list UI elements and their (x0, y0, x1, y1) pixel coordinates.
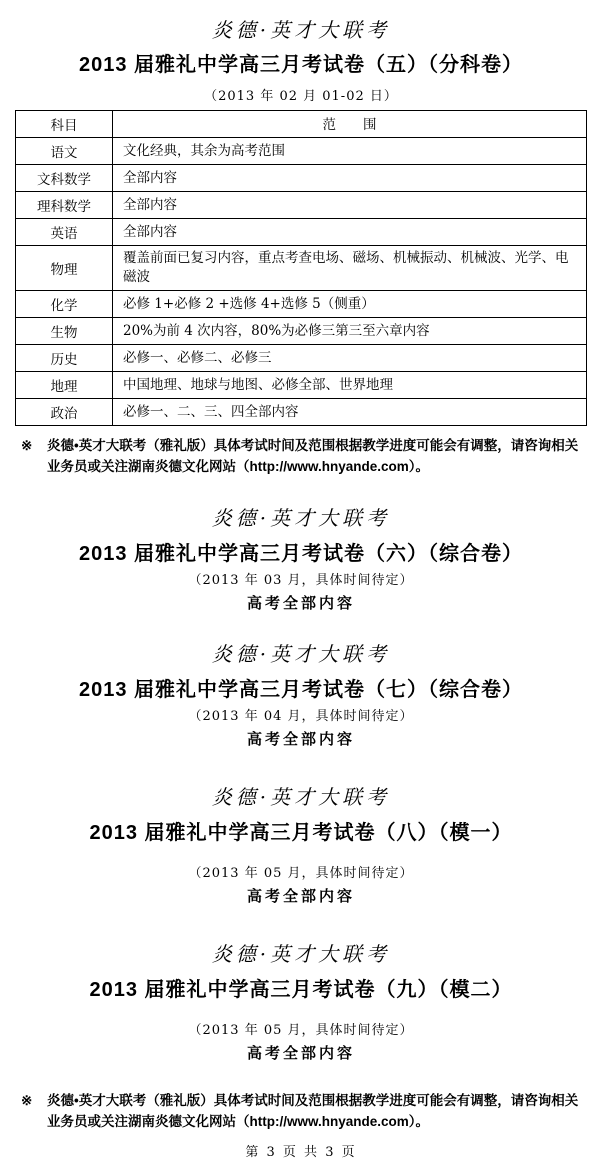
adjustment-note (21, 435, 581, 477)
scope-cell: 全部内容 (123, 196, 177, 213)
table-row (16, 245, 586, 290)
scope-cell: 20%为前 4 次内容，80%为必修三第三至六章内容 (123, 322, 430, 339)
exam-section (14, 942, 588, 1063)
scope-cell: 文化经典，其余为高考范围 (123, 142, 285, 159)
table-row (16, 137, 586, 164)
exam-date: （2013 年 05 月，具体时间待定） (188, 1023, 414, 1038)
note-text: 炎德•英才大联考（雅礼版）具体考试时间及范围根据教学进度可能会有调整，请咨询相关业务员或关注湖南炎德文化网站（http://www.hnyande.com）。 (47, 438, 579, 474)
subject-cell: 语文 (16, 138, 113, 164)
scope-cell: 必修一、必修二、必修三 (123, 349, 272, 366)
exam-scope-text: 高考全部内容 (246, 888, 355, 905)
upcoming-exams-list (14, 506, 588, 1063)
subject-cell: 生物 (16, 318, 113, 344)
subject-cell: 历史 (16, 345, 113, 371)
brand-heading: 炎德·英才大联考 (211, 642, 391, 666)
exam-title: 2013 届雅礼中学高三月考试卷（七）（综合卷） (78, 679, 524, 701)
subject-cell: 地理 (16, 372, 113, 398)
adjustment-note-bottom (21, 1090, 581, 1132)
scope-cell: 全部内容 (123, 169, 177, 186)
brand-heading: 炎德·英才大联考 (211, 942, 391, 966)
brand-heading: 炎德·英才大联考 (211, 18, 391, 42)
exam-scope-text: 高考全部内容 (246, 731, 355, 748)
subject-cell: 政治 (16, 399, 113, 425)
scope-cell: 覆盖前面已复习内容，重点考查电场、磁场、机械振动、机械波、光学、电磁波 (123, 250, 569, 285)
subject-cell: 物理 (16, 246, 113, 290)
exam-date: （2013 年 04 月，具体时间待定） (188, 709, 414, 724)
scope-cell: 中国地理、地球与地图、必修全部、世界地理 (123, 376, 393, 393)
page-footer (14, 1141, 588, 1160)
exam-title: 2013 届雅礼中学高三月考试卷（八）（模一） (89, 822, 513, 844)
table-row (16, 317, 586, 344)
note-marker: ※ (21, 1093, 33, 1108)
subject-cell: 文科数学 (16, 165, 113, 191)
exam-section (14, 785, 588, 906)
table-row (16, 290, 586, 317)
exam-date: （2013 年 05 月，具体时间待定） (188, 866, 414, 881)
exam-section (14, 506, 588, 613)
table-row (16, 344, 586, 371)
exam5-title: 2013 届雅礼中学高三月考试卷（五）（分科卷） (78, 54, 524, 76)
subject-cell: 英语 (16, 219, 113, 245)
exam5-date: （2013 年 02 月 01-02 日） (204, 89, 398, 104)
table-row (16, 371, 586, 398)
exam-section (14, 642, 588, 749)
page-number: 第 3 页 共 3 页 (245, 1145, 357, 1160)
table-body (16, 137, 586, 425)
exam-title: 2013 届雅礼中学高三月考试卷（六）（综合卷） (78, 543, 524, 565)
table-row (16, 164, 586, 191)
exam-scope-text: 高考全部内容 (246, 1045, 355, 1062)
exam-date: （2013 年 03 月，具体时间待定） (188, 573, 414, 588)
subject-scope-table (15, 110, 587, 426)
note-marker: ※ (21, 438, 33, 453)
subject-cell: 理科数学 (16, 192, 113, 218)
table-row (16, 218, 586, 245)
brand-heading: 炎德·英才大联考 (211, 785, 391, 809)
exam-scope-text: 高考全部内容 (246, 595, 355, 612)
exam-title: 2013 届雅礼中学高三月考试卷（九）（模二） (89, 979, 513, 1001)
column-header-scope: 范 围 (322, 116, 377, 132)
brand-heading: 炎德·英才大联考 (211, 506, 391, 530)
column-header-subject: 科目 (16, 111, 113, 137)
table-header-row (16, 111, 586, 137)
table-row (16, 398, 586, 425)
scope-cell: 全部内容 (123, 223, 177, 240)
scope-cell: 必修 1+必修 2 +选修 4+选修 5（侧重） (123, 295, 375, 312)
table-row (16, 191, 586, 218)
subject-cell: 化学 (16, 291, 113, 317)
scope-cell: 必修一、二、三、四全部内容 (123, 403, 299, 420)
note-text: 炎德•英才大联考（雅礼版）具体考试时间及范围根据教学进度可能会有调整，请咨询相关业务员或关注湖南炎德文化网站（http://www.hnyande.com）。 (47, 1093, 579, 1129)
